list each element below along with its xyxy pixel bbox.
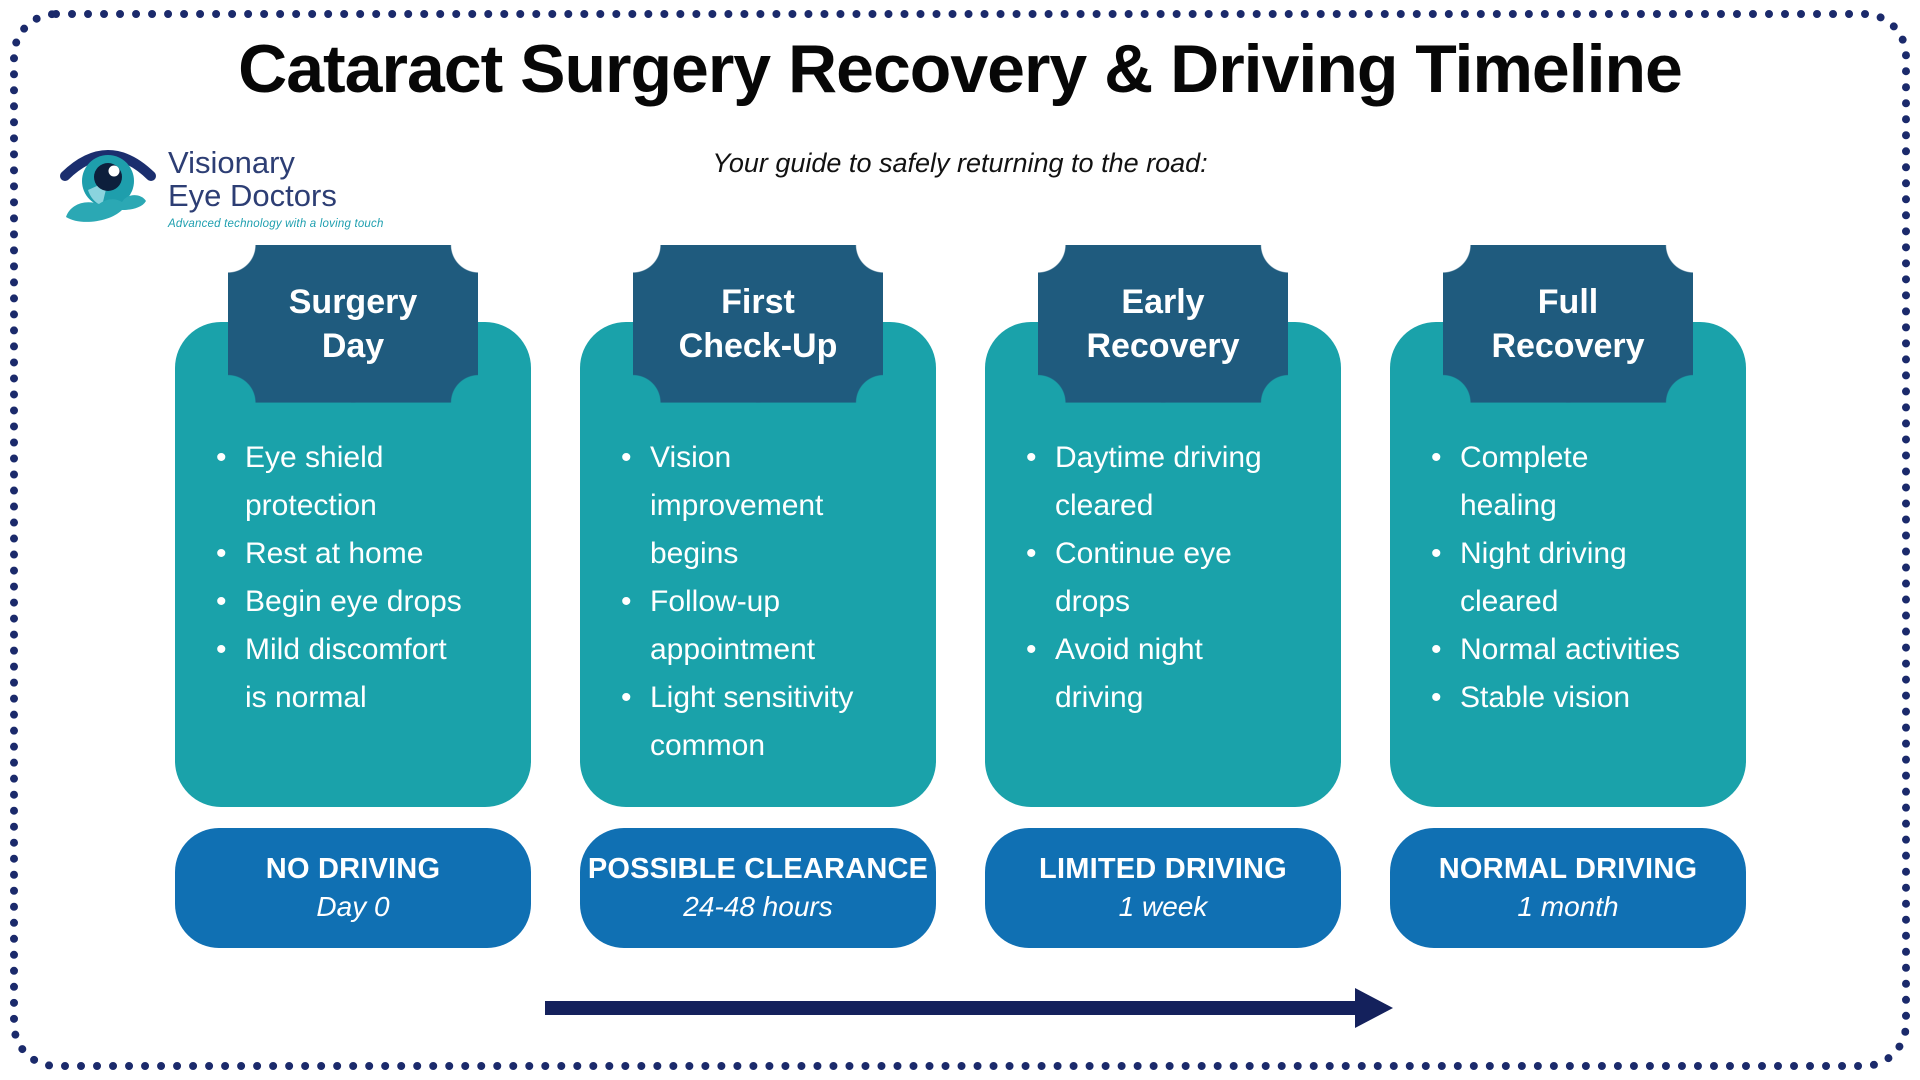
phase-bullet-list [1021,434,1317,722]
phase-column-early-recovery [985,245,1341,948]
status-label: LIMITED DRIVING [1039,853,1287,885]
right-arrow-icon [545,988,1393,1028]
logo-name-line1: Visionary [168,145,295,180]
arrow-shaft [545,1001,1355,1015]
timeframe-label: 24-48 hours [683,891,833,922]
page-title: Cataract Surgery Recovery & Driving Timeline [238,31,1682,107]
status-pill [1390,828,1746,948]
phase-column-surgery-day [175,245,531,948]
status-pill [175,828,531,948]
bullet-item: • Continue eye drops [1021,530,1283,626]
logo-name-line2: Eye Doctors [168,178,337,214]
phase-column-full-recovery [1390,245,1746,948]
logo-name [168,128,384,230]
bullet-item: • Rest at home [211,530,473,578]
timeline-columns [175,245,1745,948]
phase-header-badge [228,245,478,403]
bullet-item: • Normal activities [1426,626,1688,674]
timeframe-label: 1 week [1118,891,1208,922]
phase-column-first-check-up [580,245,936,948]
arrow-head [1355,988,1393,1028]
phase-bullet-list [616,434,912,770]
phase-header-badge [633,245,883,403]
bullet-item: • Light sensitivity common [616,674,878,770]
phase-header-label: Surgery Day [288,282,418,365]
phase-bullet-list [1426,434,1722,722]
phase-bullet-list [211,434,507,722]
bullet-item: • Stable vision [1426,674,1688,722]
phase-header-label: Full Recovery [1491,282,1645,365]
bullet-item: • Eye shield protection [211,434,473,530]
status-pill [985,828,1341,948]
bullet-item: • Begin eye drops [211,578,473,626]
bullet-item: • Night driving cleared [1426,530,1688,626]
subtitle: Your guide to safely returning to the road: [712,148,1208,178]
bullet-item: • Follow-up appointment [616,578,878,674]
bullet-item: • Avoid night driving [1021,626,1283,722]
phase-header-label: Early Recovery [1086,282,1240,365]
bullet-item: • Daytime driving cleared [1021,434,1283,530]
bullet-item: • Mild discomfort is normal [211,626,473,722]
timeframe-label: Day 0 [316,891,390,922]
bullet-item: • Complete healing [1426,434,1688,530]
phase-header-label: First Check-Up [678,282,838,365]
bullet-item: • Vision improvement begins [616,434,878,578]
status-label: POSSIBLE CLEARANCE [587,853,929,885]
logo-tagline: Advanced technology with a loving touch [168,217,384,230]
phase-header-badge [1038,245,1288,403]
status-label: NORMAL DRIVING [1438,853,1698,885]
status-label: NO DRIVING [265,853,441,885]
timeframe-label: 1 month [1517,891,1619,922]
phase-header-badge [1443,245,1693,403]
status-pill [580,828,936,948]
logo [58,128,384,230]
